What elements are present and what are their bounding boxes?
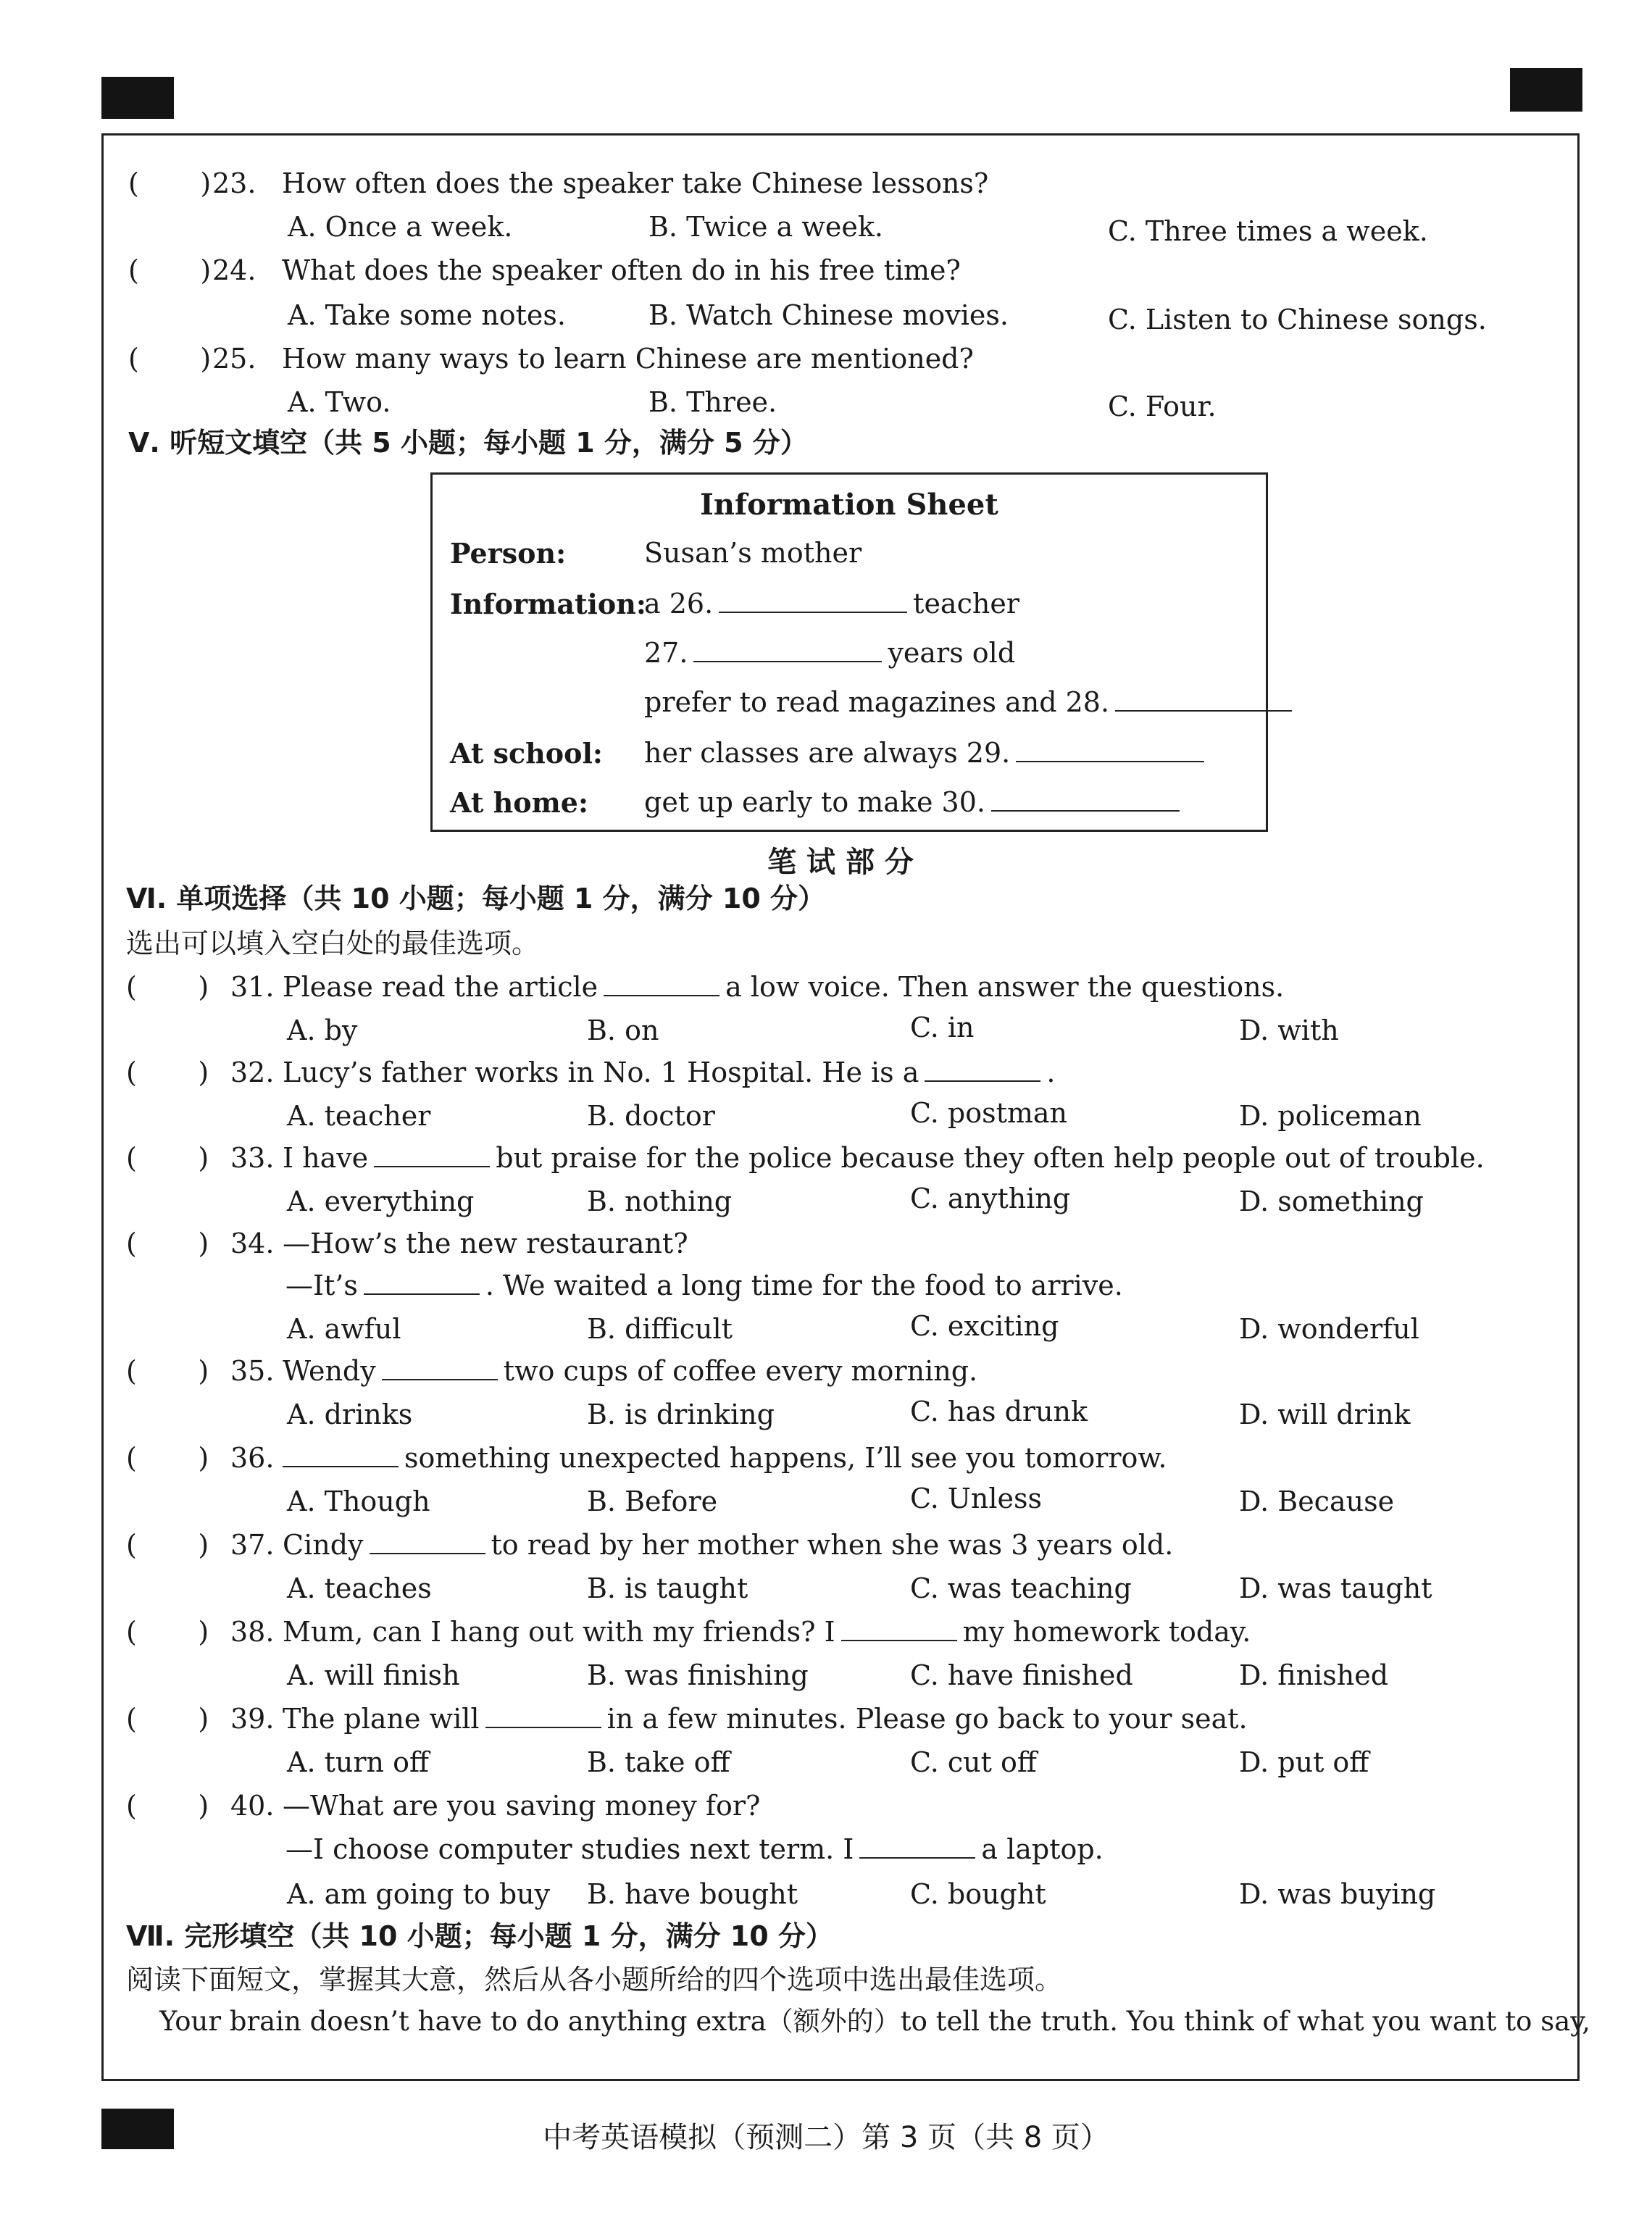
answer-blank[interactable] <box>604 972 719 996</box>
option-c[interactable]: C. postman <box>910 1097 1068 1129</box>
option-b[interactable]: B. nothing <box>587 1185 733 1217</box>
at-home-label: At home: <box>450 786 588 819</box>
option-c[interactable]: C. anything <box>910 1183 1071 1214</box>
option-a[interactable]: A. teacher <box>287 1100 431 1132</box>
option-c[interactable]: C. Listen to Chinese songs. <box>1108 304 1487 335</box>
question-number: 32. <box>230 1056 275 1088</box>
question-stem-line-2: —I choose computer studies next term. I a laptop. <box>285 1833 1104 1865</box>
answer-bracket[interactable]: ( ) <box>128 167 212 199</box>
answer-blank[interactable] <box>283 1443 399 1467</box>
option-a[interactable]: A. awful <box>287 1313 401 1345</box>
question-stem: What does the speaker often do in his free time? <box>282 254 961 286</box>
option-b[interactable]: B. Twice a week. <box>648 211 883 243</box>
option-c[interactable]: C. cut off <box>910 1746 1037 1778</box>
question-stem: something unexpected happens, I’ll see you tomorrow. <box>283 1442 1167 1474</box>
question-number: 24. <box>212 254 256 286</box>
option-b[interactable]: B. Before <box>587 1485 718 1517</box>
question-stem: Cindy to read by her mother when she was 3 years old. <box>283 1529 1174 1561</box>
option-b[interactable]: B. on <box>587 1014 659 1046</box>
option-d[interactable]: D. wonderful <box>1239 1313 1419 1345</box>
answer-bracket[interactable]: ( ) <box>126 1142 209 1174</box>
answer-bracket[interactable]: ( ) <box>126 1703 209 1735</box>
section-7-instruction: 阅读下面短文，掌握其大意，然后从各小题所给的四个选项中选出最佳选项。 <box>126 1964 1063 1996</box>
answer-blank[interactable] <box>859 1834 975 1859</box>
question-stem: How many ways to learn Chinese are mentioned? <box>282 343 974 375</box>
question-number: 34. <box>230 1227 275 1259</box>
option-c[interactable]: C. Three times a week. <box>1108 215 1428 247</box>
option-c[interactable]: C. bought <box>910 1878 1046 1910</box>
passage-first-line: Your brain doesn’t have to do anything extra（额外的）to tell the truth. You think of what you want to say, <box>159 2006 1591 2037</box>
question-number: 33. <box>230 1142 275 1174</box>
content-layer <box>101 0 1591 2226</box>
answer-blank[interactable] <box>925 1057 1040 1082</box>
question-number: 35. <box>230 1355 275 1387</box>
info-line-27: 27. years old <box>644 637 1016 669</box>
section-5-heading: Ⅴ. 听短文填空（共 5 小题；每小题 1 分，满分 5 分） <box>128 427 808 459</box>
option-c[interactable]: C. Four. <box>1108 391 1217 422</box>
option-b[interactable]: B. Watch Chinese movies. <box>648 299 1009 331</box>
answer-blank[interactable] <box>841 1617 957 1641</box>
question-stem: Mum, can I hang out with my friends? I my homework today. <box>283 1616 1251 1648</box>
info-line-30: get up early to make 30. <box>644 786 1185 818</box>
option-a[interactable]: A. am going to buy <box>287 1878 551 1910</box>
option-d[interactable]: D. policeman <box>1239 1100 1422 1132</box>
person-label: Person: <box>450 537 567 570</box>
option-c[interactable]: C. Unless <box>910 1483 1043 1514</box>
question-number: 23. <box>212 167 256 199</box>
question-stem: How often does the speaker take Chinese lessons? <box>282 167 989 199</box>
information-label: Information: <box>450 588 646 620</box>
option-d[interactable]: D. something <box>1239 1185 1424 1217</box>
option-d[interactable]: D. was taught <box>1239 1572 1432 1604</box>
option-a[interactable]: A. turn off <box>287 1746 429 1778</box>
answer-bracket[interactable]: ( ) <box>126 1529 209 1561</box>
answer-blank[interactable] <box>485 1704 601 1728</box>
option-d[interactable]: D. finished <box>1239 1659 1389 1691</box>
question-stem-line-2: —It’s . We waited a long time for the food to arrive. <box>285 1270 1123 1301</box>
question-number: 40. <box>230 1790 275 1822</box>
option-a[interactable]: A. everything <box>287 1185 475 1217</box>
question-stem: Wendy two cups of coffee every morning. <box>283 1355 978 1387</box>
option-d[interactable]: D. Because <box>1239 1485 1395 1517</box>
option-c[interactable]: C. have finished <box>910 1659 1133 1691</box>
option-a[interactable]: A. will finish <box>287 1659 460 1691</box>
page-footer: 中考英语模拟（预测二）第 3 页（共 8 页） <box>543 2121 1109 2154</box>
answer-blank[interactable] <box>374 1143 490 1167</box>
option-a[interactable]: A. drinks <box>287 1398 413 1430</box>
info-line-28: prefer to read magazines and 28. <box>644 686 1298 718</box>
question-stem: The plane will in a few minutes. Please go back to your seat. <box>283 1703 1248 1735</box>
answer-bracket[interactable]: ( ) <box>126 1056 209 1088</box>
answer-blank[interactable] <box>364 1270 480 1295</box>
info-line-29: her classes are always 29. <box>644 737 1210 769</box>
option-a[interactable]: A. Though <box>287 1485 430 1517</box>
answer-bracket[interactable]: ( ) <box>126 1227 209 1259</box>
option-c[interactable]: C. has drunk <box>910 1396 1088 1427</box>
option-a[interactable]: A. Once a week. <box>288 211 513 243</box>
question-number: 36. <box>230 1442 275 1474</box>
answer-bracket[interactable]: ( ) <box>126 971 209 1003</box>
question-number: 25. <box>212 343 256 375</box>
option-c[interactable]: C. exciting <box>910 1310 1059 1342</box>
question-stem: —What are you saving money for? <box>283 1790 761 1822</box>
question-stem: I have but praise for the police because they often help people out of trouble. <box>283 1142 1485 1174</box>
option-d[interactable]: D. will drink <box>1239 1398 1411 1430</box>
answer-bracket[interactable]: ( ) <box>126 1790 209 1822</box>
question-number: 39. <box>230 1703 275 1735</box>
answer-bracket[interactable]: ( ) <box>126 1442 209 1474</box>
answer-blank[interactable] <box>370 1530 485 1554</box>
section-6-heading: Ⅵ. 单项选择（共 10 小题；每小题 1 分，满分 10 分） <box>126 883 826 914</box>
section-6-instruction: 选出可以填入空白处的最佳选项。 <box>126 928 540 959</box>
answer-bracket[interactable]: ( ) <box>128 254 212 286</box>
info-sheet-title: Information Sheet <box>700 488 998 522</box>
answer-bracket[interactable]: ( ) <box>126 1616 209 1648</box>
option-b[interactable]: B. was finishing <box>587 1659 809 1691</box>
question-number: 38. <box>230 1616 275 1648</box>
question-number: 37. <box>230 1529 275 1561</box>
option-d[interactable]: D. put off <box>1239 1746 1369 1778</box>
option-b[interactable]: B. is taught <box>587 1572 748 1604</box>
question-number: 31. <box>230 971 275 1003</box>
written-part-heading: 笔 试 部 分 <box>767 846 914 879</box>
option-b[interactable]: B. is drinking <box>587 1398 775 1430</box>
option-b[interactable]: B. difficult <box>587 1313 733 1345</box>
question-stem: Lucy’s father works in No. 1 Hospital. He is a . <box>283 1056 1056 1088</box>
option-c[interactable]: C. in <box>910 1012 975 1043</box>
answer-blank[interactable] <box>382 1356 498 1380</box>
option-b[interactable]: B. take off <box>587 1746 730 1778</box>
question-stem: —How’s the new restaurant? <box>283 1227 688 1259</box>
option-a[interactable]: A. teaches <box>287 1572 432 1604</box>
option-d[interactable]: D. was buying <box>1239 1878 1436 1910</box>
option-b[interactable]: B. Three. <box>648 386 777 418</box>
answer-bracket[interactable]: ( ) <box>126 1355 209 1387</box>
option-c[interactable]: C. was teaching <box>910 1572 1132 1604</box>
section-7-heading: Ⅶ. 完形填空（共 10 小题；每小题 1 分，满分 10 分） <box>126 1920 833 1952</box>
question-stem: Please read the article a low voice. Then answer the questions. <box>283 971 1285 1003</box>
at-school-label: At school: <box>450 737 603 770</box>
answer-bracket[interactable]: ( ) <box>128 343 212 375</box>
option-a[interactable]: A. Two. <box>288 386 391 418</box>
option-b[interactable]: B. have bought <box>587 1878 798 1910</box>
option-d[interactable]: D. with <box>1239 1014 1339 1046</box>
option-a[interactable]: A. by <box>287 1014 358 1046</box>
option-b[interactable]: B. doctor <box>587 1100 715 1132</box>
info-line-26: a 26. teacher <box>644 588 1019 620</box>
person-value: Susan’s mother <box>644 537 862 569</box>
option-a[interactable]: A. Take some notes. <box>288 299 566 331</box>
